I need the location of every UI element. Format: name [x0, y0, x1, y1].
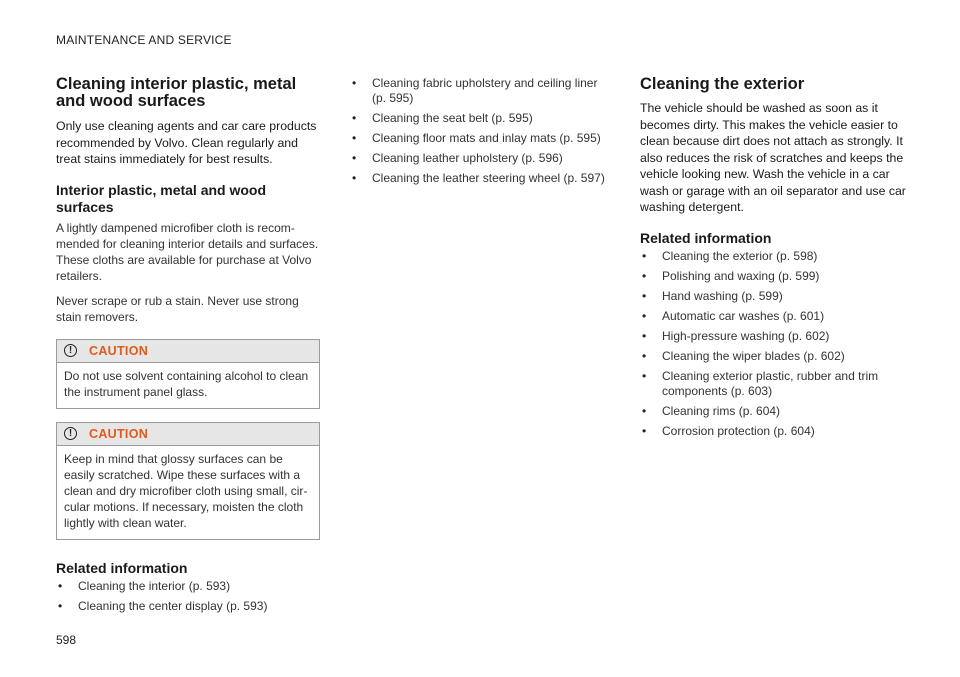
related-links-list — [350, 76, 612, 186]
caution-box — [56, 422, 320, 540]
body-paragraph: Never scrape or rub a stain. Never use strong stain removers. — [56, 293, 299, 324]
related-link[interactable]: • Cleaning the exterior (p. 598) — [640, 249, 910, 264]
related-link[interactable]: • Cleaning the leather steering wheel (p. 597) — [350, 171, 612, 186]
intro-paragraph: The vehicle should be washed as soon as it becomes dirty. This makes the vehicle easier to clean because dirt does not attach as strongly. It also reduces the risk of scratches and keeps the vehicle looking new. Wash the vehicle in a car wash or garage with an oil separator and use car washing detergent. — [640, 101, 906, 214]
subheading-interior-surfaces: Interior plastic, metal and wood surfaces — [56, 181, 267, 215]
caution-text: Keep in mind that glossy surfaces can be easily scratched. Wipe these surfaces with a clean and dry microfiber cloth using small, circular motions. If necessary, moisten the cloth lightly with clean water. — [64, 451, 308, 530]
caution-box — [56, 339, 320, 409]
exclamation-circle-icon: ! — [64, 427, 77, 440]
related-information-heading: Related information — [640, 229, 772, 246]
page-number: 598 — [56, 633, 77, 647]
intro-paragraph: Only use cleaning agents and car care products recommended by Volvo. Clean regularly and treat stains immediately for best results. — [56, 119, 317, 166]
caution-header — [57, 423, 319, 446]
related-link[interactable]: • Cleaning the interior (p. 593) — [56, 579, 320, 594]
related-link[interactable]: • Cleaning the center display (p. 593) — [56, 599, 320, 614]
related-link[interactable]: • Hand washing (p. 599) — [640, 289, 910, 304]
related-links-list — [640, 249, 910, 439]
section-header: MAINTENANCE AND SERVICE — [56, 33, 232, 47]
column-related-continued — [350, 76, 612, 191]
exclamation-circle-icon: ! — [64, 344, 77, 357]
section-title-cleaning-exterior: Cleaning the exterior — [640, 75, 805, 93]
related-link[interactable]: • Corrosion protection (p. 604) — [640, 424, 910, 439]
related-link[interactable]: • Automatic car washes (p. 601) — [640, 309, 910, 324]
column-interior-surfaces — [56, 76, 320, 619]
section-title-interior-surfaces: Cleaning interior plastic, metal and wood surfaces — [56, 75, 297, 110]
related-link[interactable]: • Cleaning rims (p. 604) — [640, 404, 910, 419]
related-link[interactable]: • Cleaning the wiper blades (p. 602) — [640, 349, 910, 364]
related-links-list — [56, 579, 320, 614]
related-link[interactable]: • Cleaning exterior plastic, rubber and trim components (p. 603) — [640, 369, 910, 399]
related-link[interactable]: • Cleaning leather upholstery (p. 596) — [350, 151, 612, 166]
related-information-heading: Related information — [56, 559, 188, 576]
caution-label: CAUTION — [89, 343, 149, 358]
related-link[interactable]: • Cleaning the seat belt (p. 595) — [350, 111, 612, 126]
related-link[interactable]: • Cleaning floor mats and inlay mats (p. 595) — [350, 131, 612, 146]
related-link[interactable]: • High-pressure washing (p. 602) — [640, 329, 910, 344]
related-link[interactable]: • Polishing and waxing (p. 599) — [640, 269, 910, 284]
caution-text: Do not use solvent containing alcohol to clean the instrument panel glass. — [64, 368, 309, 399]
body-paragraph: A lightly dampened microfiber cloth is recommended for cleaning interior details and surfaces. These cloths are available for purchase at Volvo retailers. — [56, 220, 319, 283]
column-cleaning-exterior — [640, 76, 910, 444]
related-link[interactable]: • Cleaning fabric upholstery and ceiling liner (p. 595) — [350, 76, 612, 106]
caution-header — [57, 340, 319, 363]
caution-label: CAUTION — [89, 426, 149, 441]
